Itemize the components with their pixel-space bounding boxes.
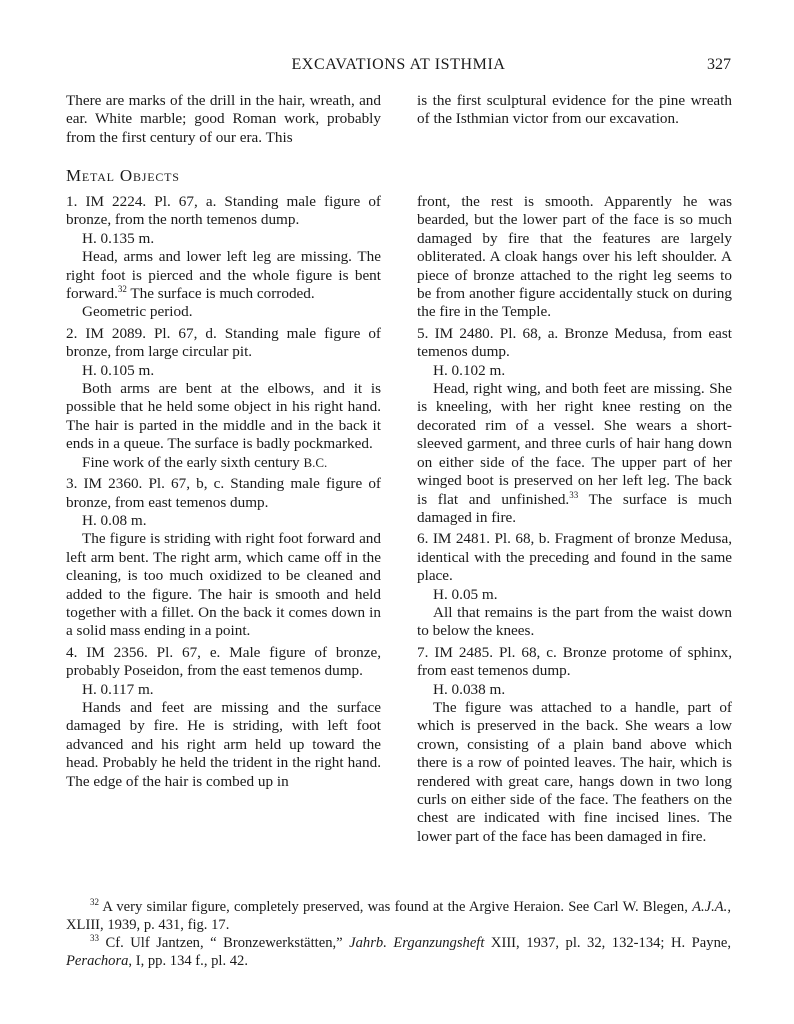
running-title: EXCAVATIONS AT ISTHMIA [291, 56, 506, 73]
entry-description: The figure was attached to a handle, part of which is preserved in the back. She wears a low crown, consisting of a plain band above which there is a row of pointed leaves. The hair, which is rendered with great care, hangs down in two long curls on either side of the face. The feathers on the chest are indicated with fine incised lines. The lower part of the face has been damaged in fire. [417, 698, 732, 845]
intro-text-left: There are marks of the drill in the hair, wreath, and ear. White marble; good Roman work, probably from the first century of our era. This [66, 92, 381, 146]
entry-description: Both arms are bent at the elbows, and it is possible that he held some object in his right hand. The hair is parted in the middle and in the back it ends in a queue. The surface is badly pockmarked. [66, 380, 381, 453]
footnote-ref-33: 33 [569, 489, 579, 500]
entry-description: Hands and feet are missing and the surface damaged by fire. He is striding, with left foot advanced and his right arm held up toward the head. Probably he held the trident in the right hand. The edge of the hair is combed up in [66, 698, 381, 790]
footnote-32: $^{32}$ A very similar figure, completely preserved, was found at the Argive Heraion. See Carl W. Blegen, A.J.A., XLIII, 1939, p. 431, fig. 17. [66, 897, 731, 933]
catalog-entry-3 [66, 475, 381, 641]
entry-heading: 6. IM 2481. Pl. 68, b. Fragment of bronze Medusa, identical with the preceding and found in the same place. [417, 530, 732, 585]
footnote-ref-32: 32 [117, 283, 127, 294]
entry-description: All that remains is the part from the waist down to below the knees. [417, 603, 732, 640]
intro-right-column [417, 92, 732, 129]
section-title [66, 166, 180, 186]
right-column [417, 193, 732, 849]
entry-heading: 1. IM 2224. Pl. 67, a. Standing male figure of bronze, from the north temenos dump. [66, 193, 381, 229]
entry-date: Fine work of the early sixth century B.C. [82, 453, 328, 471]
entry-height: H. 0.05 m. [433, 585, 498, 603]
entry-height: H. 0.135 m. [82, 229, 155, 247]
entry-height: H. 0.117 m. [82, 680, 154, 698]
entry-height: H. 0.102 m. [433, 361, 506, 379]
catalog-entry-1 [66, 193, 381, 322]
page-number: 327 [707, 56, 731, 73]
entry-height: H. 0.038 m. [433, 680, 506, 698]
entry-description: The figure is striding with right foot forward and left arm bent. The right arm, which came off in the cleaning, is too much oxidized to be cleaned and added to the figure. The hair is smooth and held together with a fillet. On the back it comes down in a solid mass ending in a point. [66, 530, 381, 640]
entry-description-continued: front, the rest is smooth. Apparently he was bearded, but the lower part of the face is so much damaged by fire that the features are largely obliterated. A cloak hangs over his left shoulder. A piece of bronze attached to the right leg seems to be from another figure accidentally stuck on during the fire in the Temple. [417, 193, 732, 321]
entry-height: H. 0.08 m. [82, 511, 147, 529]
catalog-entry-7 [417, 644, 732, 846]
entry-heading: 7. IM 2485. Pl. 68, c. Bronze protome of sphinx, from east temenos dump. [417, 643, 732, 680]
entry-height: H. 0.105 m. [82, 361, 155, 379]
catalog-entry-5 [417, 325, 732, 527]
catalog-entry-6 [417, 530, 732, 640]
entry-date: Geometric period. [82, 303, 193, 321]
entry-heading: 5. IM 2480. Pl. 68, a. Bronze Medusa, from east temenos dump. [417, 324, 732, 361]
entry-heading: 3. IM 2360. Pl. 67, b, c. Standing male figure of bronze, from east temenos dump. [66, 475, 381, 511]
catalog-entry-4 [66, 644, 381, 791]
entry-description: Head, arms and lower left leg are missing. The right foot is pierced and the whole figure is bent forward.$^{32}$ The surface is much corroded. [66, 248, 381, 303]
section-title-text: Metal Objects [66, 166, 180, 185]
left-column [66, 193, 381, 794]
footnote-33: $^{33}$ Cf. Ulf Jantzen, “ Bronzewerkstätten,” Jahrb. Erganzungsheft XIII, 1937, pl. 32, 132-134; H. Payne, Perachora, I, pp. 134 f., pl. 42. [66, 933, 731, 969]
entry-heading: 2. IM 2089. Pl. 67, d. Standing male figure of bronze, from large circular pit. [66, 324, 381, 361]
footnotes [66, 898, 731, 970]
entry-heading: 4. IM 2356. Pl. 67, e. Male figure of bronze, probably Poseidon, from the east temenos dump. [66, 643, 381, 680]
running-head [66, 56, 731, 80]
entry-description: Head, right wing, and both feet are missing. She is kneeling, with her right knee resting on the decorated rim of a vessel. She wears a short-sleeved garment, and three curls of hair hang down on either side of the face. The upper part of her winged boot is preserved on her left leg. The back is flat and unfinished.$^{33}$ The surface is much damaged in fire. [417, 380, 732, 526]
intro-text-right: is the first sculptural evidence for the pine wreath of the Isthmian victor from our excavation. [417, 92, 732, 128]
catalog-entry-2 [66, 325, 381, 472]
catalog-entry-4-continued [417, 193, 732, 322]
intro-left-column [66, 92, 381, 147]
